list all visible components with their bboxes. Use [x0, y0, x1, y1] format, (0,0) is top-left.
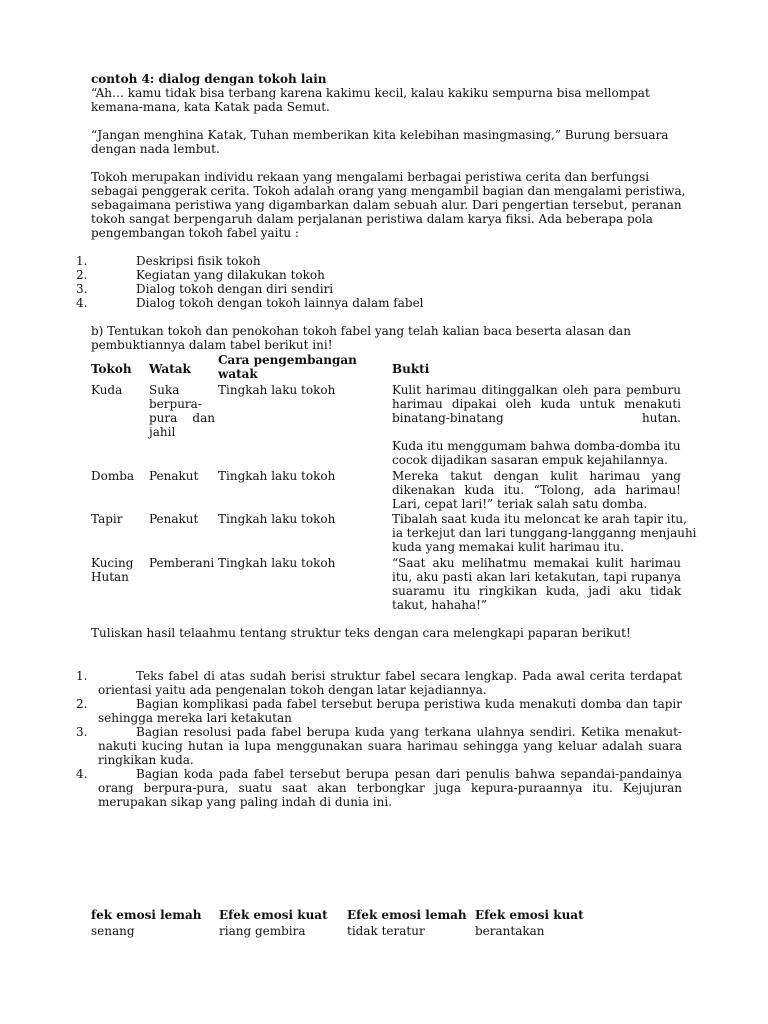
list-item-line: sehingga mereka lari ketakutan — [98, 711, 292, 725]
list-item-line: ringkikan kuda. — [98, 753, 194, 767]
list-number: 1. — [76, 669, 88, 683]
emotion-header: Efek emosi kuat — [219, 908, 328, 922]
list-item-line: orang berpura-pura, suatu saat akan terbongkar juga kepura-puraannya itu. Kejujuran — [98, 781, 682, 795]
cell-bukti: suaramu itu ringkikan kuda, jadi aku tidak — [392, 584, 681, 598]
quote-1-line-1: “Ah… kamu tidak bisa terbang karena kakimu kecil, kalau kakiku sempurna bisa mellompat — [91, 86, 650, 100]
cell-watak: Pemberani — [149, 556, 215, 570]
paragraph-line: pengembangan tokoh fabel yaitu : — [91, 226, 299, 240]
list-number: 2. — [76, 268, 88, 282]
list-number: 2. — [76, 697, 88, 711]
quote-1-line-2: kemana-mana, kata Katak pada Semut. — [91, 100, 330, 114]
paragraph-line: tokoh sangat berpengaruh dalam perjalanan peristiwa dalam karya fiksi. Ada beberapa pola — [91, 212, 653, 226]
paragraph-line: Tokoh merupakan individu rekaan yang mengalami berbagai peristiwa cerita dan berfungsi — [91, 170, 650, 184]
header-watak: Watak — [149, 362, 191, 376]
paragraph-line: sebagai penggerak cerita. Tokoh adalah orang yang mengambil bagian dan mengalami peristiwa, — [91, 184, 686, 198]
quote-2-line-1: “Jangan menghina Katak, Tuhan memberikan kita kelebihan masingmasing,” Burung bersuara — [91, 128, 669, 142]
cell-bukti: cocok dijadikan sasaran empuk kejahilannya. — [392, 453, 668, 467]
list-item-line: Bagian koda pada fabel tersebut berupa pesan dari penulis bahwa sepandai-pandainya — [136, 767, 682, 781]
emotion-header: Efek emosi lemah — [347, 908, 467, 922]
cell-watak: Penakut — [149, 469, 199, 483]
header-bukti: Bukti — [392, 362, 430, 376]
list-item-line: merupakan sikap yang paling indah di dunia ini. — [98, 795, 393, 809]
cell-bukti: Kuda itu menggumam bahwa domba-domba itu — [392, 439, 681, 453]
list-item: Dialog tokoh dengan diri sendiri — [136, 282, 334, 296]
emotion-value: riang gembira — [219, 924, 306, 938]
list-item: Deskripsi fisik tokoh — [136, 254, 261, 268]
list-item: Kegiatan yang dilakukan tokoh — [136, 268, 325, 282]
emotion-value: berantakan — [475, 924, 545, 938]
header-cara-line-2: watak — [218, 367, 258, 381]
task-b-line-1: b) Tentukan tokoh dan penokohan tokoh fabel yang telah kalian baca beserta alasan dan — [91, 324, 631, 338]
list-number: 3. — [76, 725, 88, 739]
section-heading: contoh 4: dialog dengan tokoh lain — [91, 72, 327, 86]
cell-bukti: Mereka takut dengan kulit harimau yang — [392, 469, 681, 483]
list-number: 1. — [76, 254, 88, 268]
cell-watak: berpura- — [149, 397, 202, 411]
list-item-line: Bagian resolusi pada fabel berupa kuda yang terkana ulahnya sendiri. Ketika menakut- — [136, 725, 682, 739]
cell-tokoh: Kuda — [91, 383, 123, 397]
list-item-line: Bagian komplikasi pada fabel tersebut berupa peristiwa kuda menakuti domba dan tapir — [136, 697, 682, 711]
cell-watak: jahil — [149, 425, 176, 439]
emotion-header: fek emosi lemah — [91, 908, 202, 922]
cell-cara: Tingkah laku tokoh — [218, 469, 336, 483]
header-cara-line-1: Cara pengembangan — [218, 353, 357, 367]
cell-tokoh: Kucing — [91, 556, 134, 570]
task-b-line-2: pembuktiannya dalam tabel berikut ini! — [91, 338, 333, 352]
emotion-value: tidak teratur — [347, 924, 425, 938]
cell-bukti: ia terkejut dan lari tunggang-langganng menjauhi — [392, 526, 697, 540]
cell-bukti: Kulit harimau ditinggalkan oleh para pemburu — [392, 383, 681, 397]
cell-bukti: harimau dipakai oleh kuda untuk menakuti — [392, 397, 681, 411]
cell-bukti: itu, aku pasti akan lari ketakutan, tapi rupanya — [392, 570, 681, 584]
list-item: Dialog tokoh dengan tokoh lainnya dalam fabel — [136, 296, 424, 310]
emotion-value: senang — [91, 924, 135, 938]
cell-cara: Tingkah laku tokoh — [218, 556, 336, 570]
paragraph-line: sebagaimana peristiwa yang digambarkan dalam sebuah alur. Dari pengertian tersebut, peranan — [91, 198, 682, 212]
cell-bukti: binatang-binatang hutan. — [392, 411, 681, 425]
cell-bukti: dikenakan kuda itu. “Tolong, ada harimau! — [392, 483, 681, 497]
cell-bukti: “Saat aku melihatmu memakai kulit harimau — [392, 556, 681, 570]
header-tokoh: Tokoh — [91, 362, 132, 376]
cell-bukti: Tibalah saat kuda itu meloncat ke arah tapir itu, — [392, 512, 687, 526]
instruction-text: Tuliskan hasil telaahmu tentang struktur teks dengan cara melengkapi paparan berikut! — [91, 626, 631, 640]
list-item-line: orientasi yaitu ada pengenalan tokoh dengan latar kejadiannya. — [98, 683, 487, 697]
cell-bukti: kuda yang memakai kulit harimau itu. — [392, 540, 624, 554]
cell-tokoh: Domba — [91, 469, 135, 483]
list-item-line: Teks fabel di atas sudah berisi struktur fabel secara lengkap. Pada awal cerita terdapat — [136, 669, 682, 683]
list-number: 3. — [76, 282, 88, 296]
cell-watak: pura dan — [149, 411, 215, 425]
cell-tokoh: Tapir — [91, 512, 123, 526]
cell-bukti: takut, hahaha!” — [392, 598, 488, 612]
list-item-line: nakuti kucing hutan ia lupa menggunakan suara harimau sehingga yang keluar adalah suara — [98, 739, 682, 753]
cell-cara: Tingkah laku tokoh — [218, 383, 336, 397]
cell-cara: Tingkah laku tokoh — [218, 512, 336, 526]
list-number: 4. — [76, 296, 88, 310]
quote-2-line-2: dengan nada lembut. — [91, 142, 220, 156]
cell-tokoh: Hutan — [91, 570, 129, 584]
cell-watak: Penakut — [149, 512, 199, 526]
cell-watak: Suka — [149, 383, 180, 397]
cell-bukti: Lari, cepat lari!” teriak salah satu domba. — [392, 497, 648, 511]
emotion-header: Efek emosi kuat — [475, 908, 584, 922]
list-number: 4. — [76, 767, 88, 781]
